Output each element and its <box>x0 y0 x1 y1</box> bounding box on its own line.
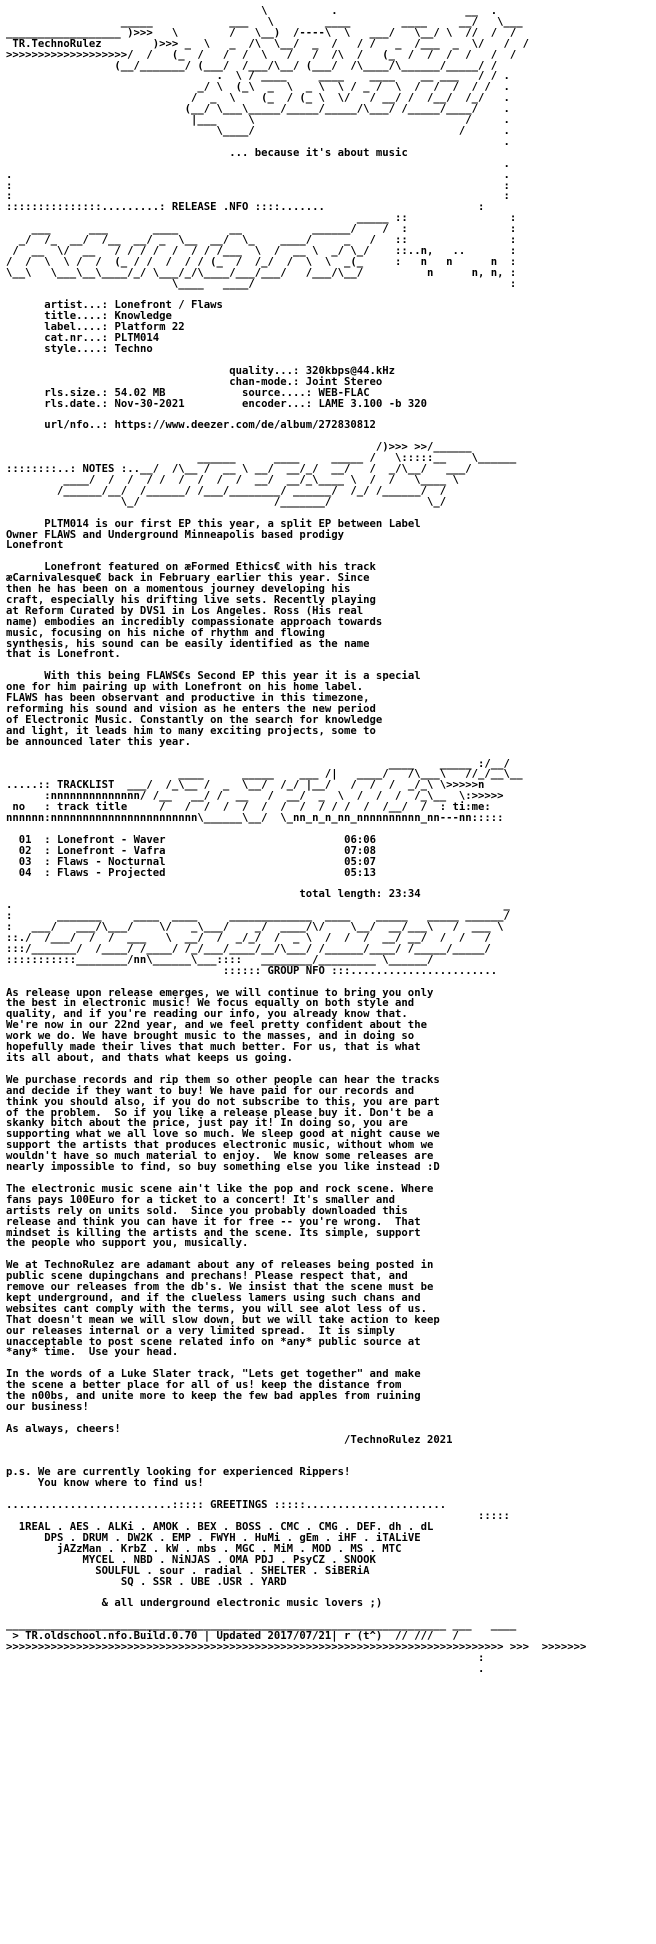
release-section-title: RELEASE .NFO <box>171 201 249 214</box>
notes-section-title: NOTES <box>82 463 115 476</box>
rls-size-value: 54.02 MB <box>114 386 166 399</box>
notes-paragraph-2: Lonefront featured on æFormed Ethics€ with his track æCarnivalesque€ back in February earlier this year. Since then he has been on a momentous journey developing his craft, especially his drifting live sets. Recently playing at Reform Curated by DVS1 in Los Angeles. Ross (His real name) embodies an incredibly compassionate approach towards music, focusing on his niche of rhythm and flowing synthesis, his sound can be easily identified as the name that is Lonefront. <box>6 561 383 661</box>
notes-paragraph-1: PLTM014 is our first EP this year, a split EP between Label Owner FLAWS and Underground Minneapolis based prodigy Lonefront <box>6 517 421 552</box>
tracklist-section-title: TRACKLIST <box>57 779 115 792</box>
track-4-time: 05:13 <box>344 866 376 879</box>
track-3-no: 03 <box>18 855 32 868</box>
track-2-time: 07:08 <box>344 844 376 857</box>
greetings-section-title: GREETINGS <box>210 1499 268 1512</box>
tagline: ... because it's about music <box>229 146 408 159</box>
catnr-value: PLTM014 <box>114 332 160 345</box>
label-value: Platform 22 <box>114 321 185 334</box>
brand-label: TR.TechnoRulez <box>12 37 102 50</box>
greetings-line-3: jAZzMan . KrbZ . kW . mbs . MGC . MiM . MOD . MS . MTC <box>57 1542 402 1555</box>
group-paragraph-6: As always, cheers! <box>6 1422 121 1435</box>
source-value: WEB-FLAC <box>318 386 370 399</box>
track-3-time: 05:07 <box>344 855 376 868</box>
rls-date-value: Nov-30-2021 <box>114 397 185 410</box>
track-1-time: 06:06 <box>344 833 376 846</box>
quality-value: 320kbps@44.kHz <box>305 364 396 377</box>
greetings-closing: & all underground electronic music lovers ;) <box>101 1597 383 1610</box>
greetings-line-6: SQ . SSR . UBE .USR . YARD <box>120 1575 287 1588</box>
greetings-line-1: 1REAL . AES . ALKi . AMOK . BEX . BOSS . CMC . CMG . DEF. dh . dL <box>18 1520 434 1533</box>
ps-note: p.s. We are currently looking for experienced Rippers! You know where to find us! <box>6 1466 351 1490</box>
track-4-title: Flaws - Projected <box>57 866 166 879</box>
tracklist-col-time: ti:me <box>452 801 485 814</box>
track-2-no: 02 <box>18 844 32 857</box>
tracklist-col-no: no <box>12 801 26 814</box>
chan-mode-value: Joint Stereo <box>305 375 383 388</box>
group-paragraph-2: We purchase records and rip them so other people can hear the tracks and decide if they want to buy! We have paid for our records and think you should also, if you do not subscribe to this, you are part of the problem. So if you like a release please buy it. Don't be a skanky bitch about the price, just pay it! In doing so, you are supporting what we all love so much. We sleep good at night cause we support the artists that produces electronic music, without whom we wouldn't have so much material to enjoy. We know some releases are nearly impossible to find, so buy something else you like instead :D <box>6 1073 440 1174</box>
group-section-title: GROUP NFO <box>267 964 325 977</box>
total-length-label: total length: <box>299 888 383 901</box>
group-paragraph-4: We at TechnoRulez are adamant about any of releases being posted in public scene dupingchans and prechans! Please respect that, and remove our releases from the db's. We insist that the scene must be kept underground, and if the clueless lamers using such chans and websites cant comply with the terms, you will see alot less of us. That doesn't mean we will slow down, but we will take action to keep our releases internal or a very limited spread. It is simply unacceptable to post scene related info on *any* public source at *any* time. Use your head. <box>6 1259 440 1359</box>
url-value[interactable]: https://www.deezer.com/de/album/272830812 <box>114 419 376 432</box>
encoder-value: LAME 3.100 -b 320 <box>318 397 427 410</box>
nfo-document: \ . __ . _____ ___ \ ____ ____ __/ \___ __________________ )>>> \ / \__) /----\ \ ___/ \__/ \ // / / TR.TechnoRulez )>>> _ \ _ /\ \__/ _ / / / _ /___ _ \/ / / >>>>>>>>>>>>>>>>>>>/ / (_ / / / \ / / /\ / (_ / / / / / / (__/_______/ (___/ /___/\__/ (___/ /\____/\______/_____/ / . \ / ____ ____ ____ __ ___ / / . _/ \ (_\ _ \ _ \ \ / _ / \ / / / / / . / _ \ (_ / (_ \ \/ / __/ / /__/ /_/ . (__/ \___\_____/_____/_____/\___/ /_____/____/ . |___ \ / . \____/ / . . ... because it's about music . . . : : : : :::::::::::::::.........: RELEASE .NFO ::::....... : _____ :: : ___ ___ ____ __ ______/ / : : _/ /_ __/ /__ __/ _ \__ __/ \_ ____/ _ / :: : / __ \/ __ / / / / / / / /___ \ / __ \ _/ \_/ ::..n, .. : / / \ \ / / (_ / / / / / (_ / /_/ / \ \ _(_ : n n n : \__\ \___\__\____/_/ \___/_/\____/___/___/ /___/\__/ n n, n, : \____ ____/ : artist...: Lonefront / Flaws title....: Knowledge label....: Platform 22 cat.nr...: PLTM014 style....: Techno quality...: 320kbps@44.kHz chan-mode.: Joint Stereo rls.size.: 54.02 MB source....: WEB-FLAC rls.date.: Nov-30-2021 encoder...: LAME 3.100 -b 320 url/nfo..: https://www.deezer.com/de/album/272830812 /)>>> >>/______ ______ ____ _____ / \:::::__ \______ ::::::::..: NOTES :..__/ /\__ / __ \ __/ __/_/ __/ / _/\__/ ___/ ____/ / / / / / / / / __/ __/_\____ \ / / \____ \ /______/__/ /______/ /___/________/ ______/ /_/ /______/ / \_/ /_______/ \_/ PLTM014 is our first EP this year, a split EP between Label Owner FLAWS and Underground Minneapolis based prodigy Lonefront Lonefront featured on æFormed Ethics€ with his track æCarnivalesque€ back in February earlier this year. Since then he has been on a momentous journey developing his craft, especially his drifting live sets. Recently playing at Reform Curated by DVS1 in Los Angeles. Ross (His real name) embodies an incredibly compassionate approach towards music, focusing on his niche of rhythm and flowing synthesis, his sound can be easily identified as the name that is Lonefront. With this being FLAWS€s Second EP this year it is a special one for him pairing up with Lonefront on his home label. FLAWS has been observant and productive in this timezone, reforming his sound and vision as he enters the new period of Electronic Music. Constantly on the search for knowledge and light, it leads him to many exciting projects, some to be announced later this year. ____ _____ :/__/ ____ _____ ___ /| ____/ /\___\ //_/__\__ .....:: TRACKLIST ___/ /_\__ / _ \__/ /_/ |__/ / / / _/_\ \>>>>>n :nnnnnnnnnnnnnn/ /__ __/ / __ / __/ _ \ / / / /_\__ \:>>>>> no : track title / / / / / / / / / / / / /__/ / : ti:me: nnnnnn:nnnnnnnnnnnnnnnnnnnnnnn\______\__/ \_nn_n_n_nn_nnnnnnnnnn_nn---nn::::: 01 : Lonefront - Waver 06:06 02 : Lonefront - Vafra 07:08 03 : Flaws - Nocturnal 05:07 04 : Flaws - Projected 05:13 total length: 23:34 . _ : _______ ____ ____ _____________ ____ _____ _____ ______/ : ___/ ___/\___/ \/ _\___/ _/ ____/\/ \__/ __/___\ / ___ \ ::./ /___/ / / ___ \ __/ / _/_/ / _ \ / / / __/ __/ / / / :::/_______/ /____/ /____/ /_/___/____/__/\___/ /______/____/ /_____/_____/ :::::::::::________/nn\______\___:::: ________/_________ \______/ :::::: GROUP NFO :::....................... As release upon release emerges, we will continue to bring you only the best in electronic music! We focus equally on both style and quality, and if you're reading our info, you already know that. We're now in our 22nd year, and we feel pretty confident about the work we do. We have brought music to the masses, and in doing so hopefully made their lives that much better. For us, that is what its all about, and thats what keeps us going. We purchase records and rip them so other people can hear the tracks and decide if they want to buy! We have paid for our records and think you should also, if you do not subscribe to this, you are part of the problem. So if you like a release please buy it. Don't be a skanky bitch about the price, just pay it! In doing so, you are supporting what we all love so much. We sleep good at night cause we support the artists that produces electronic music, without whom we wouldn't have so much material to enjoy. We know some releases are nearly impossible to find, so buy something else you like instead :D The electronic music scene ain't like the pop and rock scene. Where fans pays 100Euro for a ticket to a concert! It's smaller and artists rely on units sold. Since you probably downloaded this release and think you can have it for free -- you're wrong. That mindset is killing the artists and the scene. Its simple, support the people who support you, musically. We at TechnoRulez are adamant about any of releases being posted in public scene dupingchans and prechans! Please respect that, and remove our releases from the db's. We insist that the scene must be kept underground, and if the clueless lamers using such chans and websites cant comply with the terms, you will see alot less of us. That doesn't mean we will slow down, but we will take action to keep our releases internal or a very limited spread. It is simply unacceptable to post scene related info on *any* public source at *any* time. Use your head. In the words of a Luke Slater track, "Lets get together" and make the scene a better place for all of us! keep the distance from the n00bs, and unite more to keep the few bad apples from ruining our business! As always, cheers! /TechnoRulez 2021 p.s. We are currently looking for experienced Rippers! You know where to find us! ..........................::::: GREETINGS :::::...................... ::::: 1REAL . AES . ALKi . AMOK . BEX . BOSS . CMC . CMG . DEF. dh . dL DPS . DRUM . DW2K . EMP . FWYH . HuMi . gEm . iHF . iTALiVE jAZzMan . KrbZ . kW . mbs . MGC . MiM . MOD . MS . MTC MYCEL . NBD . NiNJAS . OMA PDJ . PsyCZ . SNOOK SOULFUL . sour . radial . SHELTER . SiBERiA SQ . SSR . UBE .USR . YARD & all underground electronic music lovers ;) _____________________________________________________________________ ___ ____ > TR.oldschool.nfo.Build.0.70 | Updated 2017/07/21| r (t^) // /// / >>>>>>>>>>>>>>>>>>>>>>>>>>>>>>>>>>>>>>>>>>>>>>>>>>>>>>>>>>>>>>>>>>>>>>>>>>>>>> >>> >>>>>>> : . <box>6 5 587 1675</box>
group-paragraph-3: The electronic music scene ain't like the pop and rock scene. Where fans pays 100Euro for a ticket to a concert! It's smaller and artists rely on units sold. Since you probably downloaded this release and think you can have it for free -- you're wrong. That mindset is killing the artists and the scene. Its simple, support the people who support you, musically. <box>6 1182 434 1250</box>
greetings-line-2: DPS . DRUM . DW2K . EMP . FWYH . HuMi . gEm . iHF . iTALiVE <box>44 1531 421 1544</box>
group-paragraph-5: In the words of a Luke Slater track, "Lets get together" and make the scene a better place for all of us! keep the distance from the n00bs, and unite more to keep the few bad apples from ruining our business! <box>6 1368 421 1413</box>
notes-paragraph-3: With this being FLAWS€s Second EP this year it is a special one for him pairing up with Lonefront on his home label. FLAWS has been observant and productive in this timezone, reforming his sound and vision as he enters the new period of Electronic Music. Constantly on the search for knowledge and light, it leads him to many exciting projects, some to be announced later this year. <box>6 670 421 748</box>
track-1-title: Lonefront - Waver <box>57 833 166 846</box>
track-2-title: Lonefront - Vafra <box>57 844 166 857</box>
footer-build: TR.oldschool.nfo.Build.0.70 | Updated 2017/07/21| r (t^) <box>25 1630 383 1643</box>
title-value: Knowledge <box>114 310 172 323</box>
greetings-line-5: SOULFUL . sour . radial . SHELTER . SiBERiA <box>95 1564 370 1577</box>
style-value: Techno <box>114 343 153 356</box>
track-4-no: 04 <box>18 866 32 879</box>
track-1-no: 01 <box>18 833 32 846</box>
group-paragraph-1: As release upon release emerges, we will continue to bring you only the best in electronic music! We focus equally on both style and quality, and if you're reading our info, you already know that. We're now in our 22nd year, and we feel pretty confident about the work we do. We have brought music to the masses, and in doing so hopefully made their lives that much better. For us, that is what its all about, and thats what keeps us going. <box>6 986 434 1064</box>
greetings-line-4: MYCEL . NBD . NiNJAS . OMA PDJ . PsyCZ . SNOOK <box>82 1553 376 1566</box>
artist-value: Lonefront / Flaws <box>114 299 223 312</box>
tracklist-col-title: track title <box>57 801 128 814</box>
track-3-title: Flaws - Nocturnal <box>57 855 166 868</box>
signature: /TechnoRulez 2021 <box>344 1433 453 1446</box>
total-length-value: 23:34 <box>388 888 421 901</box>
